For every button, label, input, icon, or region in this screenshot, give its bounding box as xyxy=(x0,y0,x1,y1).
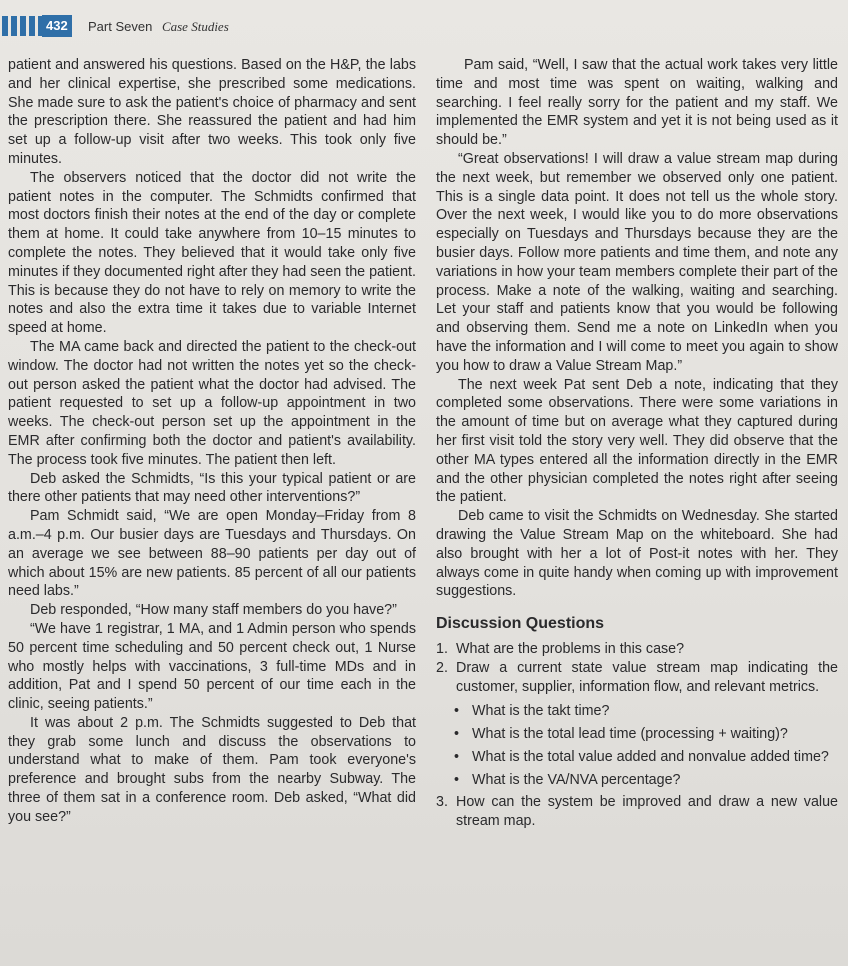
bullet-item xyxy=(436,702,838,721)
question-number: 1. xyxy=(436,640,448,657)
bullet-icon: • xyxy=(454,703,460,720)
right-column xyxy=(436,56,838,831)
left-column xyxy=(8,56,416,827)
bullet-text: What is the total value added and nonvalue added time? xyxy=(472,748,829,765)
paragraph: patient and answered his questions. Based on the H&P, the labs and her clinical expertise, she prescribed some medications. She made sure to ask the patient's choice of pharmacy and sent the prescription there. She reassured the patient and had him set up a follow-up visit after two weeks. This took only five minutes. xyxy=(8,57,416,167)
bullet-item xyxy=(436,748,838,767)
question-number: 2. xyxy=(436,659,448,676)
paragraph: “We have 1 registrar, 1 MA, and 1 Admin person who spends 50 percent time scheduling and 50 percent check out, 1 Nurse who mostly helps with vaccinations, 3 full-time MDs and in addition, Pat and I spend 50 percent of our time each in the clinic, seeing patients.” xyxy=(8,620,416,713)
paragraph: Pam Schmidt said, “We are open Monday–Friday from 8 a.m.–4 p.m. Our busier days are Tuesdays and Thursdays. On an average we see between 88–90 patients per day out of which about 15% are new patients. 85 percent of all our patients need labs.” xyxy=(8,508,416,600)
question-text: Draw a current state value stream map indicating the customer, supplier, information flow, and relevant metrics. xyxy=(456,659,838,695)
page-number: 432 xyxy=(42,15,72,37)
question-3 xyxy=(436,793,838,831)
paragraph: It was about 2 p.m. The Schmidts suggested to Deb that they grab some lunch and discuss the observations to understand what to make of them. Pam took everyone's preference and brought subs from the nearby Subway. The three of them sat in a conference room. Deb asked, “What did you see?” xyxy=(8,714,416,825)
bullet-text: What is the total lead time (processing + waiting)? xyxy=(472,726,788,743)
question-text: How can the system be improved and draw a new value stream map. xyxy=(456,794,838,830)
bullet-item xyxy=(436,725,838,744)
bullet-text: What is the VA/NVA percentage? xyxy=(472,771,681,788)
question-2 xyxy=(436,659,838,697)
paragraph: The observers noticed that the doctor did not write the patient notes in the computer. The Schmidts confirmed that most doctors finish their notes at the end of the day or complete them at home. It could take anywhere from 10–15 minutes to complete the notes. They believed that it would take only five minutes if they documented right after they had seen the patient. This is because they do not have to rely on memory to write the notes and also the extra time it takes due to variable Internet speed at home. xyxy=(8,169,416,337)
question-2-bullets xyxy=(436,702,838,789)
paragraph: Deb asked the Schmidts, “Is this your typical patient or are there other patients that may need other interventions?” xyxy=(8,470,416,506)
question-text: What are the problems in this case? xyxy=(456,640,685,657)
paragraph: Pam said, “Well, I saw that the actual work takes very little time and most time was spent on waiting, walking and searching. I feel really sorry for the patient and my staff. We implemented the EMR system and yet it is not being used as it should be.” xyxy=(436,57,838,149)
bullet-icon: • xyxy=(454,726,460,743)
discussion-questions-title: Discussion Questions xyxy=(436,615,605,633)
running-head xyxy=(88,19,229,35)
page-header xyxy=(0,14,848,40)
paragraph: The next week Pat sent Deb a note, indicating that they completed some observations. There were some variations in the amount of time but on average what they captured during her first visit told the story very well. They did observe that the other MA types entered all the information directly in the EMR and the other physician completed the notes right after seeing the patient. xyxy=(436,376,838,506)
paragraph: “Great observations! I will draw a value stream map during the next week, but remember we observed only one patient. This is a single data point. It does not tell us the whole story. Over the next week, I would like you to do more observations especially on Tuesdays and Thursdays because they are the busier days. Follow more patients and time them, and note any variations in how your team members complete their part of the process. Make a note of the walking, waiting and searching. Let your staff and patients know that you would be following and observing them. Send me a note on LinkedIn when you have the information and I will come to meet you again to show you how to draw a Value Stream Map.” xyxy=(436,150,838,374)
bullet-text: What is the takt time? xyxy=(472,703,610,720)
section-label: Case Studies xyxy=(161,19,229,34)
bullet-item xyxy=(436,771,838,790)
question-number: 3. xyxy=(436,794,448,811)
paragraph: Deb responded, “How many staff members do you have?” xyxy=(30,602,397,619)
header-color-bars xyxy=(2,16,44,36)
bullet-icon: • xyxy=(454,771,460,788)
paragraph: The MA came back and directed the patient to the check-out window. The doctor had not written the notes yet so the check-out person asked the patient what the doctor had advised. The patient requested to set up a follow-up appointment in two weeks. The check-out person set up the appointment in the EMR after confirming both the doctor and patient's availability. The process took five minutes. The patient then left. xyxy=(8,338,416,468)
paragraph: Deb came to visit the Schmidts on Wednesday. She started drawing the Value Stream Map on the whiteboard. She had also brought with her a lot of Post-it notes with her. They always come in quite handy when coming up with improvement suggestions. xyxy=(436,508,838,600)
question-1 xyxy=(436,640,838,659)
part-label: Part Seven xyxy=(88,19,153,34)
bullet-icon: • xyxy=(454,748,460,765)
